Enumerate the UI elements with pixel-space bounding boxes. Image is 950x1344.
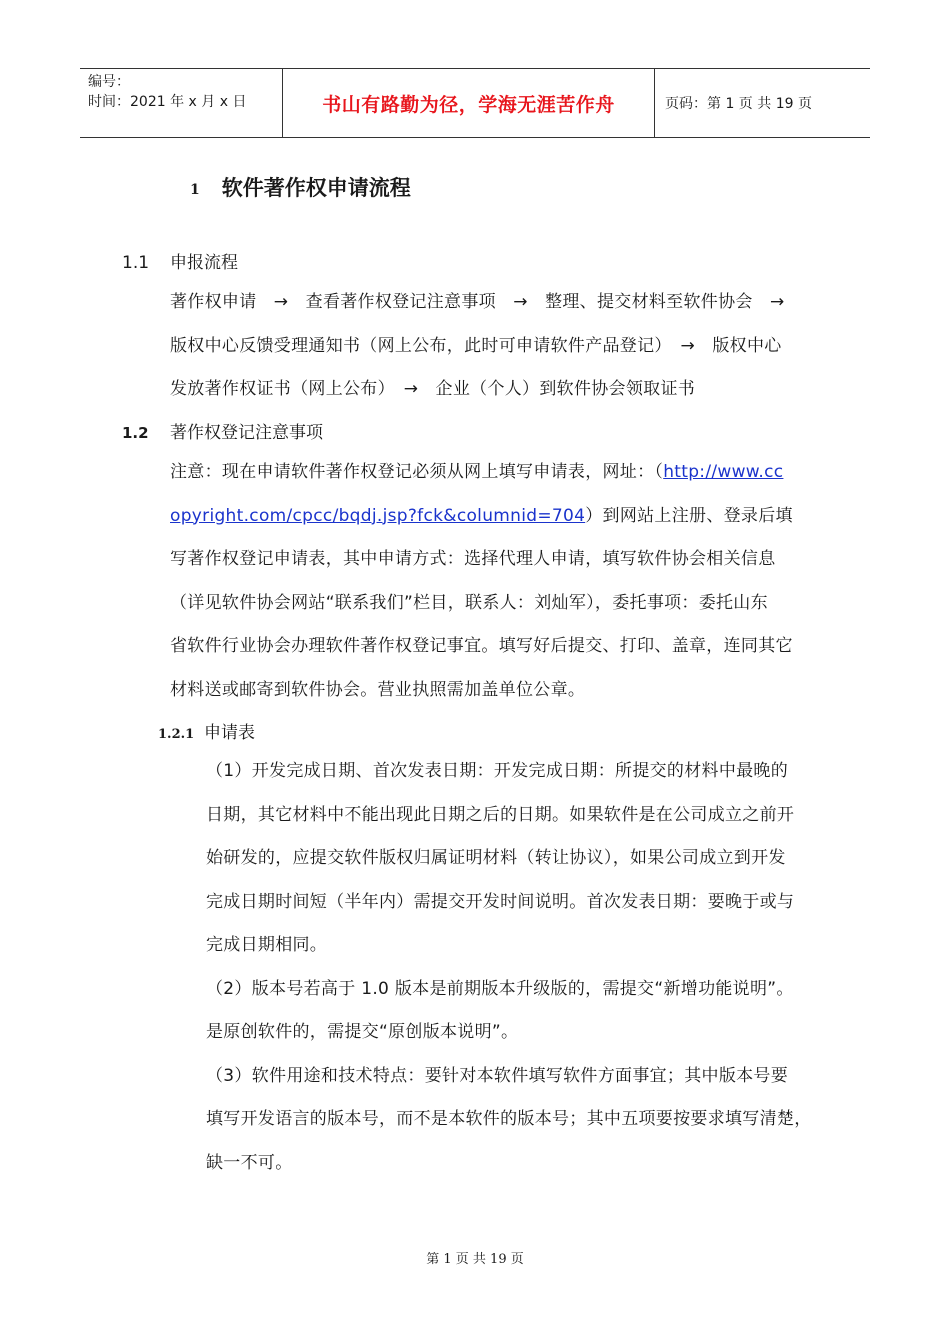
text-line: （2）版本号若高于 1.0 版本是前期版本升级版的，需提交“新增功能说明”。: [206, 978, 794, 999]
text-line: 始研发的，应提交软件版权归属证明材料（转让协议），如果公司成立到开发: [206, 848, 786, 868]
text-line: 日期，其它材料中不能出现此日期之后的日期。如果软件是在公司成立之前开: [206, 804, 795, 825]
text-line: 发放著作权证书（网上公布） → 企业（个人）到软件协会领取证书: [170, 379, 696, 399]
text-line: 缺一不可。: [206, 1152, 293, 1173]
text-line: 省软件行业协会办理软件著作权登记事宜。填写好后提交、打印、盖章，连同其它: [170, 636, 793, 656]
text-line: 完成日期时间短（半年内）需提交开发时间说明。首次发表日期：要晚于或与: [206, 891, 795, 912]
subsection-number: 1.2: [122, 424, 149, 442]
text-line-suffix: ）到网站上注册、登录后填: [585, 505, 793, 526]
text-line: [170, 495, 860, 539]
text-line: 写著作权登记申请表，其中申请方式：选择代理人申请，填写软件协会相关信息: [170, 549, 776, 569]
text-line: （3）软件用途和技术特点：要针对本软件填写软件方面事宜；其中版本号要: [206, 1065, 789, 1086]
text-line: [170, 451, 860, 495]
subsection-1-2-1-heading: [158, 718, 255, 743]
text-line: 填写开发语言的版本号，而不是本软件的版本号；其中五项要按要求填写清楚，: [206, 1109, 812, 1129]
registration-link-continued[interactable]: opyright.com/cpcc/bqdj.jsp?fck&columnid=704: [170, 505, 586, 526]
subsection-number: 1.2.1: [158, 727, 195, 742]
header-motto: 书山有路勤为径，学海无涯苦作舟: [282, 69, 655, 137]
date-label: 时间：2021 年 x 月 x 日: [88, 94, 247, 110]
text-line-prefix: 注意：现在申请软件著作权登记必须从网上填写申请表，网址：（: [170, 462, 664, 482]
process-flow-paragraph: [170, 281, 860, 412]
subsection-1-2-heading: [122, 418, 323, 443]
text-line: 是原创软件的，需提交“原创版本说明”。: [206, 1022, 519, 1042]
text-line: 材料送或邮寄到软件协会。营业执照需加盖单位公章。: [170, 679, 586, 700]
number-label: 编号：: [88, 74, 130, 90]
text-line: 版权中心反馈受理通知书（网上公布，此时可申请软件产品登记） → 版权中心: [170, 335, 782, 356]
header-page-label: 页码：第 1 页 共 19 页: [665, 96, 812, 112]
page-footer: 第 1 页 共 19 页: [426, 1252, 524, 1267]
document-header: [80, 68, 870, 138]
subsection-title: 申报流程: [170, 253, 238, 273]
registration-link[interactable]: http://www.cc: [663, 462, 784, 482]
section-number: 1: [190, 182, 200, 198]
text-line: （详见软件协会网站“联系我们”栏目，联系人：刘灿军），委托事项：委托山东: [170, 592, 768, 613]
section-title: [190, 172, 411, 202]
header-meta: [80, 69, 282, 137]
application-form-notes: [206, 750, 866, 1185]
subsection-title: 申请表: [204, 723, 255, 743]
text-line: （1）开发完成日期、首次发表日期：开发完成日期：所提交的材料中最晚的: [206, 761, 789, 781]
text-line: 完成日期相同。: [206, 935, 328, 955]
text-line: 著作权申请 → 查看著作权登记注意事项 → 整理、提交材料至软件协会 →: [170, 292, 785, 312]
subsection-number: 1.1: [122, 253, 150, 273]
section-title-text: 软件著作权申请流程: [221, 176, 411, 200]
subsection-title: 著作权登记注意事项: [170, 423, 323, 443]
notes-paragraph: [170, 451, 860, 712]
subsection-1-1-heading: [122, 248, 238, 273]
